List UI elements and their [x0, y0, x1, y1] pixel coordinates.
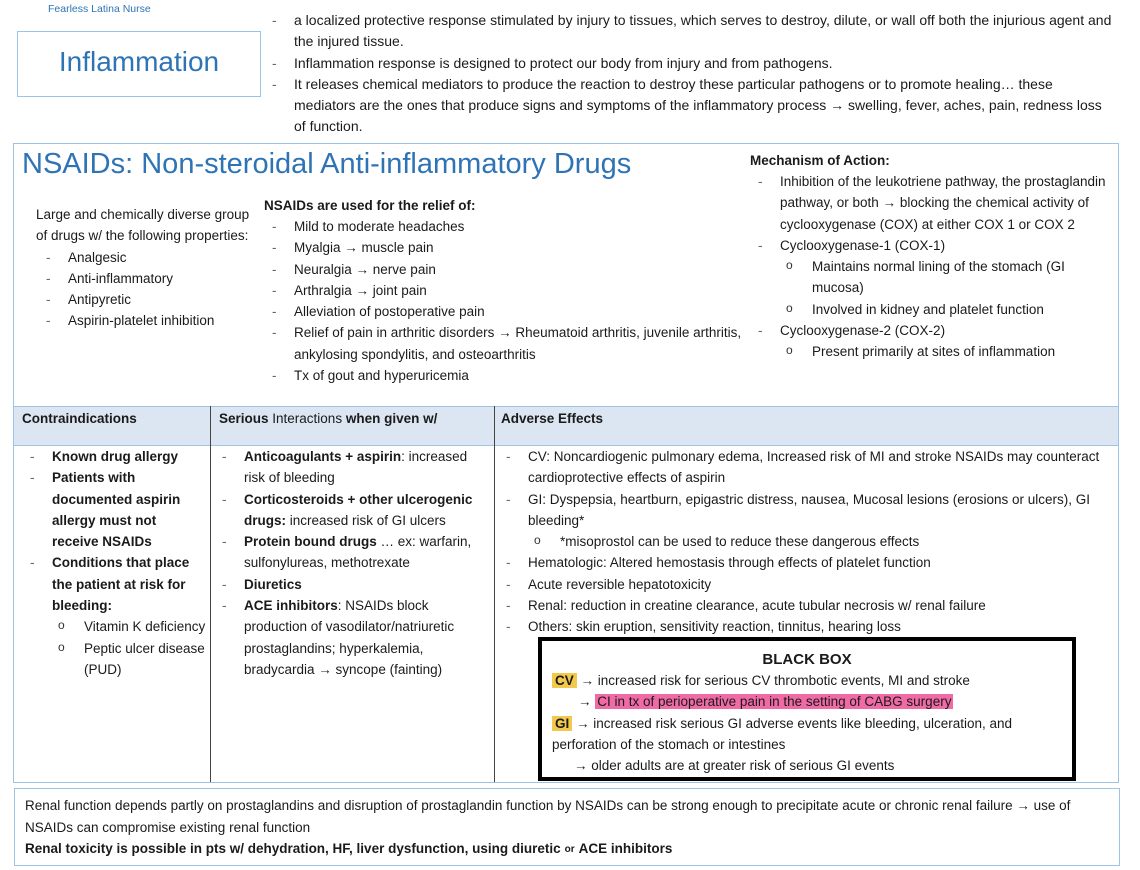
list-item: - Hematologic: Altered hemostasis through effects of platelet function [498, 552, 1112, 573]
list-item: - Corticosteroids + other ulcerogenic drugs: increased risk of GI ulcers [214, 489, 488, 532]
black-box-gi: GI → increased risk serious GI adverse events like bleeding, ulceration, and perforation of the stomach or intestines [552, 715, 1013, 752]
interactions-heading-bold: Serious [219, 411, 269, 426]
adverse-heading: Adverse Effects [501, 411, 604, 426]
contra-sublist [52, 616, 206, 680]
list-item: - Acute reversible hepatotoxicity [498, 574, 1112, 595]
list-item: - Neuralgia → nerve pain [264, 259, 778, 280]
list-item: - a localized protective response stimulated by injury to tissues, which serves to destroy, dilute, or wall off both the injurious agent and the injured tissue. [264, 10, 1116, 53]
gi-tag: GI [552, 716, 572, 731]
contra-list [22, 446, 206, 680]
list-item: - Diuretics [214, 574, 488, 595]
renal-line2: Renal toxicity is possible in pts w/ dehydration, HF, liver dysfunction, using diuretic or ACE inhibitors [25, 841, 673, 856]
list-item: - Aspirin-platelet inhibition [38, 310, 258, 331]
list-item: - Mild to moderate headaches [264, 216, 778, 237]
moa-heading: Mechanism of Action: [750, 153, 890, 168]
moa-item-text: Cyclooxygenase-1 (COX-1) [780, 237, 946, 253]
moa-item-text: Cyclooxygenase-2 (COX-2) [780, 323, 946, 339]
contra-heading: Contraindications [22, 411, 137, 426]
inflammation-title-box [17, 31, 261, 97]
list-item: o Maintains normal lining of the stomach (GI mucosa) [780, 256, 1106, 299]
list-item: o *misoprostol can be used to reduce these dangerous effects [528, 531, 1112, 552]
interactions-heading-normal: Interactions [268, 411, 346, 426]
interactions-list [214, 446, 488, 680]
inflammation-bullets [264, 10, 1116, 138]
or-text: or [564, 843, 575, 855]
uses-block [264, 195, 778, 386]
properties-list [38, 247, 258, 332]
list-item: - Arthralgia → joint pain [264, 280, 778, 301]
adverse-sublist [528, 531, 1112, 552]
uses-heading: NSAIDs are used for the relief of: [264, 198, 476, 213]
inflammation-title: Inflammation [58, 46, 220, 77]
list-item: - Patients with documented aspirin allergy must not receive NSAIDs [22, 467, 206, 552]
brand-label: Fearless Latina Nurse [48, 3, 151, 15]
properties-block [36, 204, 258, 332]
list-item [750, 235, 1106, 320]
moa-list [750, 171, 1106, 363]
moa-sublist [780, 256, 1106, 320]
list-item: - Analgesic [38, 247, 258, 268]
list-item: o Involved in kidney and platelet function [780, 299, 1106, 320]
moa-sublist [780, 341, 1106, 362]
list-item: - Antipyretic [38, 289, 258, 310]
cabg-highlight: CI in tx of perioperative pain in the setting of CABG surgery [597, 694, 952, 710]
list-item: - CV: Noncardiogenic pulmonary edema, Increased risk of MI and stroke NSAIDs may counteract cardioprotective effects of aspirin [498, 446, 1112, 489]
properties-intro: Large and chemically diverse group of drugs w/ the following properties: [36, 207, 250, 244]
black-box [538, 637, 1076, 781]
renal-line1: Renal function depends partly on prostaglandins and disruption of prostaglandin function by NSAIDs can be strong enough to precipitate acute or chronic renal failure → use of NSAIDs can compromise existing renal function [25, 798, 1071, 835]
list-item: - Renal: reduction in creatine clearance, acute tubular necrosis w/ renal failure [498, 595, 1112, 616]
cv-tag: CV [552, 673, 577, 688]
black-box-gi-sub: → older adults are at greater risk of serious GI events [574, 758, 895, 774]
adverse-list [498, 446, 1112, 638]
list-item: o Present primarily at sites of inflammation [780, 341, 1106, 362]
moa-block [750, 150, 1106, 363]
moa-item-text: Inhibition of the leukotriene pathway, the prostaglandin pathway, or both → blocking the chemical activity of cyclooxygenase (COX) at either COX 1 or COX 2 [780, 174, 1106, 232]
black-box-title: BLACK BOX [762, 651, 852, 668]
list-item: - Alleviation of postoperative pain [264, 301, 778, 322]
interactions-heading [219, 410, 437, 428]
list-item: - ACE inhibitors: NSAIDs block production of vasodilator/natriuretic prostaglandins; hyperkalemia, bradycardia → syncope (fainting) [214, 595, 488, 680]
list-item [750, 171, 1106, 235]
list-item: - Others: skin eruption, sensitivity reaction, tinnitus, hearing loss [498, 616, 1112, 637]
list-item: - Tx of gout and hyperuricemia [264, 365, 778, 386]
list-item: - Protein bound drugs … ex: warfarin, sulfonylureas, methotrexate [214, 531, 488, 574]
list-item: o Vitamin K deficiency [52, 616, 206, 637]
list-item: - Inflammation response is designed to protect our body from injury and from pathogens. [264, 53, 1116, 74]
black-box-cv: CV → increased risk for serious CV thrombotic events, MI and stroke [552, 670, 1062, 691]
interactions-heading-bold: when given w/ [345, 411, 438, 426]
list-item: - Anti-inflammatory [38, 268, 258, 289]
list-item: - It releases chemical mediators to produce the reaction to destroy these particular pathogens or to promote healing… these mediators are the ones that produce signs and symptoms of the inflammatory process → swelling, fever, aches, pain, redness loss of function. [264, 74, 1116, 138]
column-divider [494, 406, 495, 782]
list-item [750, 320, 1106, 363]
black-box-cv-sub: → CI in tx of perioperative pain in the setting of CABG surgery [578, 694, 952, 710]
renal-box [14, 788, 1120, 866]
list-item: - Myalgia → muscle pain [264, 237, 778, 258]
list-item: - Conditions that place the patient at risk for bleeding: o Vitamin K deficiency o Peptic ulcer disease (PUD) [22, 552, 206, 680]
list-item: o Peptic ulcer disease (PUD) [52, 638, 206, 681]
column-divider [210, 406, 211, 782]
list-item: - Anticoagulants + aspirin: increased risk of bleeding [214, 446, 488, 489]
nsaids-title: NSAIDs: Non-steroidal Anti-inflammatory Drugs [22, 148, 632, 180]
list-item: - Known drug allergy [22, 446, 206, 467]
uses-list [264, 216, 778, 386]
list-item: - GI: Dyspepsia, heartburn, epigastric distress, nausea, Mucosal lesions (erosions or ulcers), GI bleeding* o *misoprostol can be used to reduce these dangerous effects [498, 489, 1112, 553]
list-item: - Relief of pain in arthritic disorders → Rheumatoid arthritis, juvenile arthritis, ankylosing spondylitis, and osteoarthritis [264, 322, 778, 365]
